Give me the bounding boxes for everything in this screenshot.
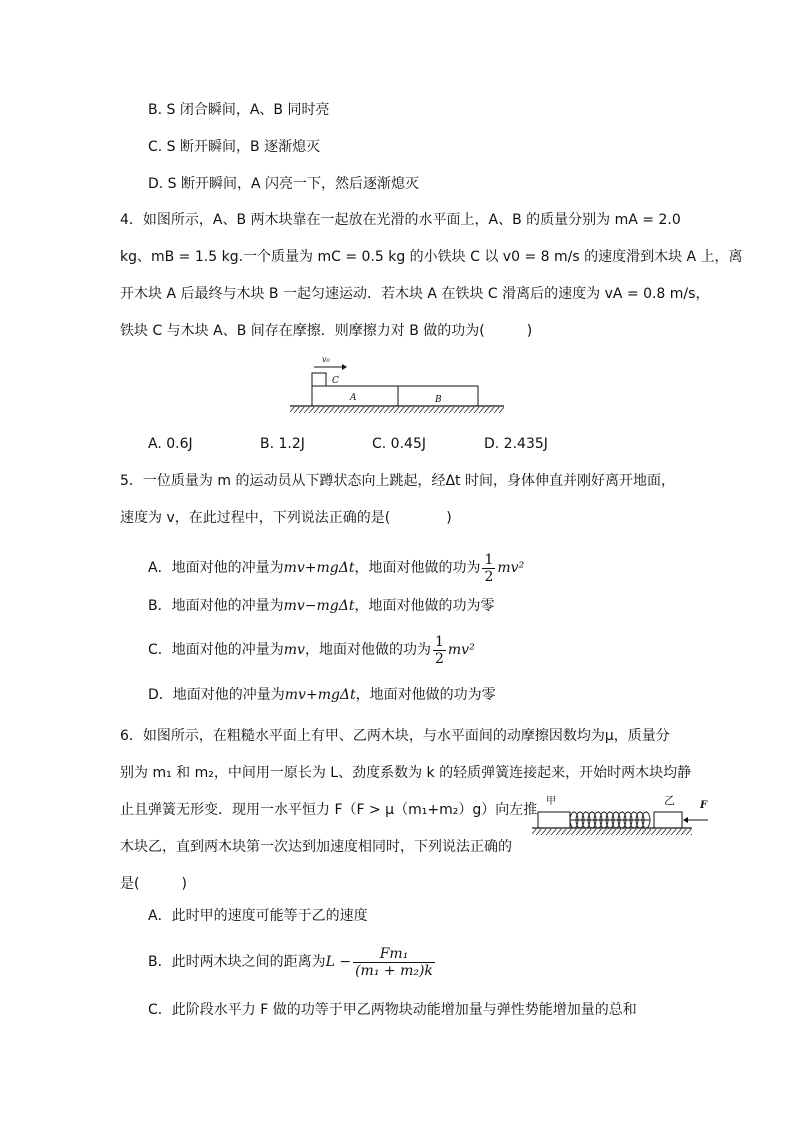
q6-fig-f-label: F	[700, 800, 708, 811]
fraction-numerator: 1	[434, 633, 444, 650]
q3-option-b: B. S 闭合瞬间，A、B 同时亮	[148, 102, 330, 118]
q5-option-b-prefix: B．地面对他的冲量为	[148, 598, 284, 614]
q6-fig-jia-label: 甲	[546, 796, 556, 807]
q5-option-a-impulse: mv+mgΔt	[283, 560, 355, 576]
q4-stem-line-2: kg、mB = 1.5 kg.一个质量为 mC = 0.5 kg 的小铁块 C 以 v0 = 8 m/s 的速度滑到木块 A 上，离	[120, 249, 743, 265]
q6-option-b	[148, 942, 437, 982]
q6-stem-line-4: 木块乙，直到两木块第一次达到加速度相同时，下列说法正确的	[120, 839, 512, 855]
q4-option-a: A. 0.6J	[148, 436, 193, 452]
q6-fig-block-yi	[654, 812, 682, 828]
q4-stem-line-1: 4．如图所示，A、B 两木块靠在一起放在光滑的水平面上，A、B 的质量分别为 mA = 2.0	[120, 212, 681, 228]
q4-stem-line-4: 铁块 C 与木块 A、B 间存在摩擦．则摩擦力对 B 做的功为( )	[120, 323, 533, 339]
q5-option-b-impulse: mv−mgΔt	[283, 598, 355, 614]
q5-option-c-fraction	[433, 634, 446, 667]
fraction-numerator: 1	[484, 551, 494, 568]
q4-fig-a-label: A	[350, 393, 357, 403]
q6-figure	[532, 792, 712, 838]
q6-option-b-prefix: B．此时两木块之间的距离为	[148, 954, 326, 970]
q4-figure	[290, 352, 506, 416]
q5-option-a-fraction	[482, 552, 495, 585]
q6-stem-line-1: 6．如图所示，在粗糙水平面上有甲、乙两木块，与水平面间的动摩擦因数均为μ，质量分	[120, 728, 670, 744]
q4-stem-line-3: 开木块 A 后最终与木块 B 一起匀速运动．若木块 A 在铁块 C 滑离后的速度为 vA = 0.8 m/s，	[120, 286, 710, 302]
q5-option-b	[148, 596, 495, 616]
fraction-denominator: 2	[484, 568, 494, 585]
q5-option-d	[148, 685, 496, 705]
fraction-denominator: 2	[434, 650, 444, 667]
q5-option-a-middle: ，地面对他做的功为	[354, 560, 481, 576]
q4-fig-b-label: B	[435, 395, 442, 405]
q5-option-c-prefix: C．地面对他的冲量为	[148, 642, 284, 658]
q5-option-d-prefix: D．地面对他的冲量为	[148, 687, 285, 703]
q5-option-a-work: mv²	[497, 560, 525, 576]
q6-fig-block-jia	[538, 812, 570, 828]
q5-option-a	[148, 550, 524, 586]
q5-option-c-impulse: mv	[283, 642, 305, 658]
q3-option-d: D. S 断开瞬间，A 闪亮一下，然后逐渐熄灭	[148, 176, 420, 192]
q4-option-c: C. 0.45J	[372, 436, 426, 452]
q5-option-c-middle: ，地面对他做的功为	[304, 642, 431, 658]
q6-fig-yi-label: 乙	[664, 794, 675, 807]
fraction-denominator: (m₁ + m₂)k	[355, 962, 433, 979]
q6-option-a: A．此时甲的速度可能等于乙的速度	[148, 908, 368, 924]
q4-fig-v0-label: v₀	[322, 355, 330, 364]
q6-stem-line-2: 别为 m₁ 和 m₂，中间用一原长为 L、劲度系数为 k 的轻质弹簧连接起来，开始时两木块均静	[120, 765, 692, 781]
q5-option-a-prefix: A．地面对他的冲量为	[148, 560, 284, 576]
q6-fig-spring	[570, 812, 650, 828]
q3-option-c: C. S 断开瞬间，B 逐渐熄灭	[148, 139, 321, 155]
q5-option-d-impulse: mv+mgΔt	[284, 687, 356, 703]
q5-option-c	[148, 632, 475, 668]
q4-fig-block-c	[312, 373, 326, 386]
q5-option-d-tail: ，地面对他做的功为零	[355, 687, 496, 703]
q6-option-b-length: L −	[325, 954, 352, 970]
q6-option-c: C．此阶段水平力 F 做的功等于甲乙两物块动能增加量与弹性势能增加量的总和	[148, 1002, 637, 1018]
fraction-numerator: Fm₁	[353, 946, 435, 963]
q4-option-d: D. 2.435J	[484, 436, 548, 452]
q6-stem-line-3: 止且弹簧无形变．现用一水平恒力 F（F > μ（m₁+m₂）g）向左推	[120, 802, 538, 818]
q5-option-b-tail: ，地面对他做的功为零	[354, 598, 495, 614]
q6-stem-line-5: 是( )	[120, 876, 187, 892]
q4-option-b: B. 1.2J	[260, 436, 305, 452]
q5-stem-line-2: 速度为 v，在此过程中，下列说法正确的是( )	[120, 510, 452, 526]
q5-option-c-work: mv²	[447, 642, 475, 658]
q4-fig-c-label: C	[332, 376, 339, 386]
q6-option-b-fraction	[353, 946, 435, 979]
q5-stem-line-1: 5．一位质量为 m 的运动员从下蹲状态向上跳起，经Δt 时间，身体伸直并刚好离开地面，	[120, 473, 675, 489]
